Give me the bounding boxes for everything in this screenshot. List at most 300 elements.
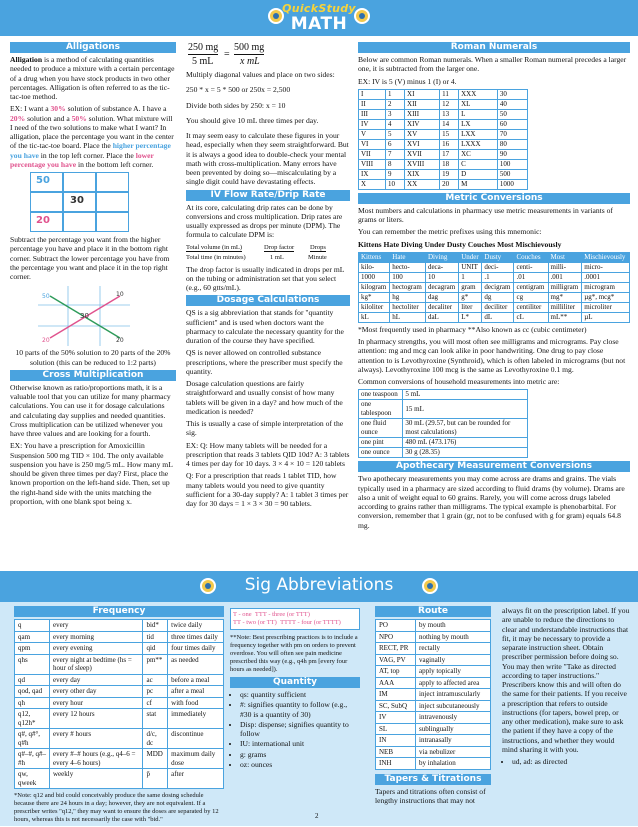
iv-header: IV Flow Rate/Drip Rate — [186, 190, 350, 201]
table-cell: twice daily — [168, 620, 224, 632]
table-cell: XII — [405, 99, 440, 109]
table-cell: every — [49, 620, 143, 632]
table-row — [359, 119, 528, 129]
route-section — [375, 606, 491, 808]
tapers-paragraph: always fit on the prescription label. If you are unable to reduce the directions to clear and understandable instructions that fit, it may be necessary to provide a separate instruction sheet. Obtain prescriber permission before doing so. You may then write "Take as directed according to taper instructions." Prescribers know this and will often do the same for their patients. If you receive a prescription that refers to outside instructions (for tapers, bowel prep, or any other medication), make sure to ask the patient if they have a copy of the instructions, and whether they would mind sharing it with you. — [502, 606, 630, 754]
table-cell: qam — [15, 631, 50, 643]
table-cell: .001 — [548, 272, 582, 282]
table-cell: every hour — [49, 697, 143, 709]
table-cell: UNIT — [459, 262, 482, 272]
frequency-section — [14, 606, 224, 827]
table-row — [15, 697, 224, 709]
table-row — [359, 302, 630, 312]
apothecary-header: Apothecary Measurement Conversions — [358, 461, 630, 472]
left-column — [10, 42, 176, 509]
table-cell: tid — [143, 631, 168, 643]
table-cell: three times daily — [168, 631, 224, 643]
table-cell: with food — [168, 697, 224, 709]
table-cell: AAA — [376, 677, 416, 689]
table-cell: bid* — [143, 620, 168, 632]
table-cell: 90 — [497, 149, 527, 159]
table-row — [15, 729, 224, 749]
table-cell: 17 — [440, 149, 459, 159]
table-cell: dL — [482, 312, 514, 322]
table-cell: qh — [15, 697, 50, 709]
table-row — [376, 758, 491, 770]
table-cell: dag — [425, 292, 458, 302]
table-cell: 100 — [497, 159, 527, 169]
alligation-caption: 10 parts of the 50% solution to 20 parts of the 20% solution (this can be reduced to 1:2 parts) — [15, 348, 171, 367]
alligations-header: Alligations — [10, 42, 176, 53]
dosage-p1: QS is a sig abbreviation that stands for "quantity sufficient" and is used when doctors want the pharmacy to calculate the necessary quantity for the duration of the course they have specified. — [186, 308, 344, 345]
cross-intro: Otherwise known as ratio/proportions math, it is a valuable tool that you can utilize for many pharmacy calculations. You can use it for dosage calculations and calculating day supplies and needed quantities. Cross multiplication can be utilized whenever you have three values and are looking for a fourth. — [10, 382, 171, 438]
table-cell: 5 — [386, 129, 405, 139]
table-header-cell: Under — [459, 252, 482, 262]
table-cell: hL — [390, 312, 426, 322]
table-cell: gram — [459, 282, 482, 292]
table-cell: every other day — [49, 686, 143, 698]
table-cell: apply topically — [416, 666, 491, 678]
table-row — [376, 723, 491, 735]
quantity-header: Quantity — [230, 677, 360, 688]
table-row — [359, 139, 528, 149]
table-cell: III — [359, 109, 386, 119]
table-cell: daL — [425, 312, 458, 322]
table-row — [376, 735, 491, 747]
table-row — [359, 272, 630, 282]
table-cell: VAG, PV — [376, 654, 416, 666]
table-cell: V — [359, 129, 386, 139]
table-row — [376, 689, 491, 701]
table-cell: p̄ — [143, 769, 168, 789]
table-cell: apply to affected area — [416, 677, 491, 689]
table-cell: 30 g (28.35) — [403, 448, 528, 458]
table-cell: 20 — [440, 179, 459, 189]
alligation-diagram — [30, 284, 140, 348]
table-cell: PO — [376, 620, 416, 632]
metric-mnemonic-intro: You can remember the metric prefixes using this mnemonic: — [358, 227, 542, 237]
table-row — [359, 129, 528, 139]
table-header-cell: Most — [548, 252, 582, 262]
table-cell: intranasally — [416, 735, 491, 747]
table-cell: hecto- — [390, 262, 426, 272]
table-row — [15, 631, 224, 643]
table-cell: XV — [405, 129, 440, 139]
table-row — [359, 159, 528, 169]
cross-step2: 250 * x = 5 * 500 or 250x = 2,500 — [186, 85, 291, 95]
table-cell: kL — [359, 312, 390, 322]
table-row — [359, 400, 528, 419]
table-cell: IN — [376, 735, 416, 747]
table-cell: XIII — [405, 109, 440, 119]
route-header: Route — [375, 606, 491, 617]
table-cell: g* — [459, 292, 482, 302]
table-row — [15, 643, 224, 655]
table-cell: maximum daily dose — [168, 749, 224, 769]
table-cell: micro- — [582, 262, 630, 272]
roman-intro: Below are common Roman numerals. When a smaller Roman numeral precedes a larger one, it is subtracted from the larger one. — [358, 55, 627, 74]
table-cell: 7 — [386, 149, 405, 159]
iv-drop-factor: The drop factor is usually indicated in drops per mL on the tubing or administration set that you select (e.g., 60 gtts/mL). — [186, 264, 345, 292]
alligations-step: Subtract the percentage you want from the higher percentage you have and place it in the bottom right corner. Subtract the lower percentage you have from the percentage you want and place it in the top right corner. — [10, 235, 170, 281]
table-cell: sublingually — [416, 723, 491, 735]
table-cell: cf — [143, 697, 168, 709]
metric-mnemonic: Kittens Hate Diving Under Dusty Couches Most Mischievously — [358, 239, 562, 249]
table-cell: 80 — [497, 139, 527, 149]
household-table — [358, 389, 528, 458]
table-cell: milliliter — [548, 302, 582, 312]
table-cell: 12 — [440, 99, 459, 109]
table-row — [359, 312, 630, 322]
table-cell: µg*, mcg* — [582, 292, 630, 302]
cross-note: It may seem easy to calculate these figures in your head, especially when they seem straightforward. But it is always a good idea to double-check your mental math with cross-multiplication. Many errors have been prevented by doing so—miscalculating by a single digit could have devastating effects. — [186, 131, 349, 187]
table-cell: LX — [459, 119, 498, 129]
table-cell: XIV — [405, 119, 440, 129]
metric-intro: Most numbers and calculations in pharmacy use metric measurements in variants of grams or liters. — [358, 205, 613, 224]
table-cell: 30 — [497, 89, 527, 99]
table-cell: 8 — [386, 159, 405, 169]
sig-area — [0, 602, 638, 826]
table-cell: mg* — [548, 292, 582, 302]
table-cell: 18 — [440, 159, 459, 169]
table-cell: one teaspoon — [359, 390, 403, 400]
dosage-p4: This is usually a case of simple interpretation of the sig. — [186, 419, 344, 438]
table-cell: IV — [359, 119, 386, 129]
table-cell: q#, q#°, q#h — [15, 729, 50, 749]
table-cell: four times daily — [168, 643, 224, 655]
table-cell: every day — [49, 674, 143, 686]
table-row — [376, 700, 491, 712]
iv-intro: At its core, calculating drip rates can be done by conversions and cross multiplication. Drip rates are usually expressed as drops per minute (DPM). The formula to calculate DPM is: — [186, 202, 343, 240]
table-cell: every # hours — [49, 729, 143, 749]
table-cell: before a meal — [168, 674, 224, 686]
route-table — [375, 619, 491, 770]
table-cell: 100 — [390, 272, 426, 282]
table-cell: X — [359, 179, 386, 189]
table-cell: INH — [376, 758, 416, 770]
table-cell: microgram — [582, 282, 630, 292]
cross-step1: Multiply diagonal values and place on two sides: — [186, 70, 335, 79]
table-cell: decaliter — [425, 302, 458, 312]
table-row — [376, 712, 491, 724]
grid-top: 50 — [36, 175, 50, 186]
table-cell: one tablespoon — [359, 400, 403, 419]
table-row — [359, 390, 528, 400]
table-cell: deciliter — [482, 302, 514, 312]
table-cell: dg — [482, 292, 514, 302]
table-cell: every evening — [49, 643, 143, 655]
table-cell: qpm — [15, 643, 50, 655]
table-cell: kilogram — [359, 282, 390, 292]
table-cell: LXX — [459, 129, 498, 139]
table-row — [359, 292, 630, 302]
table-cell: one pint — [359, 438, 403, 448]
table-cell: pc — [143, 686, 168, 698]
dosage-p2: QS is never allowed on controlled substance prescriptions, where the prescriber must specify the quantity. — [186, 348, 343, 376]
table-cell: I — [359, 89, 386, 99]
table-cell: C — [459, 159, 498, 169]
dosage-ex2: Q: For a prescription that reads 1 tablet TID, how many tablets would you need to give quantity sufficient for a 30-day supply? A: 1 tablet 3 times per day for 30 days = 1 × 3 × 30 = 90 tablets. — [186, 471, 349, 508]
table-cell: 30 mL (29.57, but can be rounded for most calculations) — [403, 419, 528, 438]
table-row — [376, 677, 491, 689]
as-directed-item: • ud, ad: as directed — [512, 757, 630, 766]
roman-header: Roman Numerals — [358, 42, 630, 53]
table-cell: decigram — [482, 282, 514, 292]
dosage-p3: Dosage calculation questions are fairly straightforward and usually consist of how many tablets will be given in a day? and how much of the medication is needed? — [186, 379, 343, 416]
table-row — [15, 674, 224, 686]
table-cell: centiliter — [514, 302, 548, 312]
table-cell: XX — [405, 179, 440, 189]
table-cell: 10 — [386, 179, 405, 189]
table-cell: .0001 — [582, 272, 630, 282]
table-cell: M — [459, 179, 498, 189]
table-cell: 15 — [440, 129, 459, 139]
table-header-cell: Couches — [514, 252, 548, 262]
table-cell: 4 — [386, 119, 405, 129]
table-cell: one ounce — [359, 448, 403, 458]
quantity-list: • qs: quantity sufficient • #: signifies quantity to follow (e.g., #30 is a quantity of 30) • Disp: dispense; signifies quantity to follow • IU: international unit • g: grams • oz: ounces — [230, 690, 360, 769]
table-row — [359, 109, 528, 119]
apothecary-text: Two apothecary measurements you may come across are drams and grains. The vials typically used in a pharmacy are sized according to fluid drams (by volume). Drams are also a unit of weight equal to 60 grains. Rarely, you will come across drugs labeled according to grains rather than milligrams. The typical example is phenobarbital. For conversion, remember that 1 grain (gr, not to be confused with g for gram) equals 64.8 mg. — [358, 474, 625, 530]
table-cell: intravenously — [416, 712, 491, 724]
table-cell: NPO — [376, 631, 416, 643]
dosage-header: Dosage Calculations — [186, 295, 350, 306]
table-row — [15, 620, 224, 632]
metric-note: *Most frequently used in pharmacy **Also known as cc (cubic centimeter) — [358, 324, 587, 334]
table-cell: q12, q12h* — [15, 709, 50, 729]
table-cell: NEB — [376, 746, 416, 758]
table-cell: 14 — [440, 119, 459, 129]
diagram-bl: 20 — [42, 337, 50, 345]
table-cell: qhs — [15, 654, 50, 674]
table-cell: stat — [143, 709, 168, 729]
table-cell: qw, qweek — [15, 769, 50, 789]
table-cell: 11 — [440, 89, 459, 99]
dpm-formula: Total volume (in mL) Total time (in minutes) Drop factor 1 mL Drops Minute — [186, 243, 327, 261]
pm-note: **Note: Best prescribing practices is to include a frequency together with pm on orders to prevent overdose. You will often see pain medicine prescribed this way (e.g., q4h pm [every four hours as needed]). — [230, 634, 358, 673]
metric-header: Metric Conversions — [358, 193, 630, 204]
table-cell: ac — [143, 674, 168, 686]
roman-example: EX: IV is 5 (V) minus 1 (I) or 4. — [358, 76, 457, 86]
alligations-example: EX: I want a 30% solution of substance A. I have a 20% solution and a 50% solution. What mixture will I need of the two solutions to make what I want? In alligation, place the percentage you want in the center of the tic-tac-toe board. Place the higher percentage you have in the top left corner. Place the lower percentage you have in the bottom left corner. — [10, 104, 174, 169]
table-row — [15, 709, 224, 729]
table-cell: II — [359, 99, 386, 109]
table-cell: XVI — [405, 139, 440, 149]
metric-table — [358, 252, 630, 323]
table-cell: 15 mL — [403, 400, 528, 419]
sig-band — [0, 571, 638, 602]
grid-center: 30 — [70, 195, 84, 206]
table-cell: liter — [459, 302, 482, 312]
table-cell: IM — [376, 689, 416, 701]
table-row — [359, 89, 528, 99]
table-cell: after a meal — [168, 686, 224, 698]
table-cell: XVIII — [405, 159, 440, 169]
table-cell: 9 — [386, 169, 405, 179]
page-number: 2 — [315, 812, 319, 820]
table-cell: by inhalation — [416, 758, 491, 770]
table-row — [376, 643, 491, 655]
cross-step3: Divide both sides by 250: x = 10 — [186, 100, 286, 110]
table-row — [359, 448, 528, 458]
table-cell: SL — [376, 723, 416, 735]
table-cell: kilo- — [359, 262, 390, 272]
metric-p3: In pharmacy strengths, you will most often see milligrams and micrograms. Pay close attention: mg and mcg can look alike in poor handwriting. One drug to pay close attention to is Levothyroxine (Synthroid), which is often labeled in micrograms (but not always). Levothyroxine 100 mcg is the same as Levothyroxine 0.1 mg. — [358, 337, 626, 374]
table-cell: 500 — [497, 169, 527, 179]
table-cell: 5 mL — [403, 390, 528, 400]
table-cell: mL** — [548, 312, 582, 322]
table-cell: 10 — [425, 272, 458, 282]
table-cell: qod, qad — [15, 686, 50, 698]
page-title: MATH — [290, 14, 348, 35]
diagram-center: 30 — [80, 312, 89, 321]
table-cell: d/c, dc — [143, 729, 168, 749]
table-cell: hectoliter — [390, 302, 426, 312]
table-cell: 6 — [386, 139, 405, 149]
table-row — [359, 99, 528, 109]
table-cell: IX — [359, 169, 386, 179]
table-cell: L — [459, 109, 498, 119]
table-cell: 3 — [386, 109, 405, 119]
table-cell: 1000 — [497, 179, 527, 189]
frequency-table — [14, 619, 224, 789]
table-cell: 16 — [440, 139, 459, 149]
table-row — [376, 631, 491, 643]
table-cell: every 12 hours — [49, 709, 143, 729]
table-cell: every #–# hours (e.g., q4–6 = every 4–6 hours) — [49, 749, 143, 769]
table-row — [376, 746, 491, 758]
top-banner — [0, 0, 638, 36]
sig-title: Sig Abbreviations — [244, 575, 394, 595]
cross-multiplication-header: Cross Multiplication — [10, 370, 176, 381]
table-cell: inject intramuscularly — [416, 689, 491, 701]
table-row — [359, 438, 528, 448]
table-cell: 1 — [459, 272, 482, 282]
table-cell: MDD — [143, 749, 168, 769]
table-cell: qd — [15, 674, 50, 686]
table-cell: 1000 — [359, 272, 390, 282]
table-cell: 2 — [386, 99, 405, 109]
tapers-continued — [502, 606, 630, 767]
tapers-header: Tapers & Titrations — [375, 774, 491, 785]
table-cell: VIII — [359, 159, 386, 169]
table-cell: 40 — [497, 99, 527, 109]
table-cell: .01 — [514, 272, 548, 282]
table-cell: 480 mL (473.176) — [403, 438, 528, 448]
table-cell: cL — [514, 312, 548, 322]
diagram-tl: 50 — [42, 293, 50, 301]
table-row — [359, 419, 528, 438]
table-cell: rectally — [416, 643, 491, 655]
table-cell: kiloliter — [359, 302, 390, 312]
cross-result: You should give 10 mL three times per day. — [186, 115, 319, 125]
table-cell: 60 — [497, 119, 527, 129]
brand-logo: QuickStudy — [282, 2, 356, 15]
table-cell: deca- — [425, 262, 458, 272]
table-cell: every morning — [49, 631, 143, 643]
table-cell: milli- — [548, 262, 582, 272]
roman-table — [358, 89, 528, 190]
table-header-cell: Kittens — [359, 252, 390, 262]
table-cell: hg — [390, 292, 426, 302]
table-cell: weekly — [49, 769, 143, 789]
table-row — [15, 654, 224, 674]
frequency-note: *Note: q12 and bid could conceivably produce the same dosing schedule because there are 24 hours in a day; however, they are not equivalent. If a prescriber writes "q12," they may want to ensure the doses are separated by 12 hours, whereas this is not necessarily the case with "bid." — [14, 792, 219, 823]
table-cell: .1 — [482, 272, 514, 282]
table-cell: VI — [359, 139, 386, 149]
table-cell: XL — [459, 99, 498, 109]
table-cell: as needed — [168, 654, 224, 674]
table-cell: D — [459, 169, 498, 179]
table-row — [376, 654, 491, 666]
alligations-intro: Alligation is a method of calculating quantities needed to produce a mixture with a certain percentage of a drug when you have stock products in two other percentages. Alligation is often referred to as the tic-tac-toe method. — [10, 55, 175, 101]
table-cell: hectogram — [390, 282, 426, 292]
tapers-text: Tapers and titrations often consist of lengthy instructions that may not — [375, 786, 486, 805]
table-cell: by mouth — [416, 620, 491, 632]
table-cell: XC — [459, 149, 498, 159]
table-cell: deci- — [482, 262, 514, 272]
table-cell: decagram — [425, 282, 458, 292]
table-cell: discontinue — [168, 729, 224, 749]
frequency-header: Frequency — [14, 606, 224, 617]
table-cell: q — [15, 620, 50, 632]
table-cell: qid — [143, 643, 168, 655]
table-cell: LXXX — [459, 139, 498, 149]
table-header-cell: Dusty — [482, 252, 514, 262]
table-row — [359, 169, 528, 179]
table-cell: q#–#, q#–#h — [15, 749, 50, 769]
table-row — [376, 666, 491, 678]
table-cell: VII — [359, 149, 386, 159]
diagram-tr: 10 — [116, 291, 124, 299]
table-cell: AT, top — [376, 666, 416, 678]
table-header-cell: Hate — [390, 252, 426, 262]
table-cell: SC, SubQ — [376, 700, 416, 712]
middle-column — [186, 42, 350, 511]
table-cell: pm** — [143, 654, 168, 674]
grid-bottom: 20 — [36, 215, 50, 226]
table-cell: XI — [405, 89, 440, 99]
right-column — [358, 42, 630, 533]
table-row — [359, 149, 528, 159]
table-cell: IV — [376, 712, 416, 724]
table-row — [359, 282, 630, 292]
table-cell: centi- — [514, 262, 548, 272]
table-row — [15, 686, 224, 698]
tally-box: T - one TTT - three (or TTT) TT - two (or TT) TTTT - four (or TTTT) — [230, 608, 360, 630]
table-cell: 70 — [497, 129, 527, 139]
proportion-fraction: 250 mg 5 mL = 500 mg x mL — [188, 42, 265, 67]
table-cell: via nebulizer — [416, 746, 491, 758]
table-cell: XIX — [405, 169, 440, 179]
table-cell: XVII — [405, 149, 440, 159]
table-cell: µL — [582, 312, 630, 322]
table-cell: XXX — [459, 89, 498, 99]
table-cell: 13 — [440, 109, 459, 119]
table-header-cell: Diving — [425, 252, 458, 262]
table-cell: 50 — [497, 109, 527, 119]
table-cell: centigram — [514, 282, 548, 292]
table-cell: one fluid ounce — [359, 419, 403, 438]
table-cell: cg — [514, 292, 548, 302]
table-cell: microliter — [582, 302, 630, 312]
tic-tac-toe-board — [30, 172, 130, 232]
table-cell: vaginally — [416, 654, 491, 666]
table-cell: RECT, PR — [376, 643, 416, 655]
table-row — [359, 262, 630, 272]
metric-p4: Common conversions of household measurements into metric are: — [358, 377, 560, 386]
table-row — [376, 620, 491, 632]
